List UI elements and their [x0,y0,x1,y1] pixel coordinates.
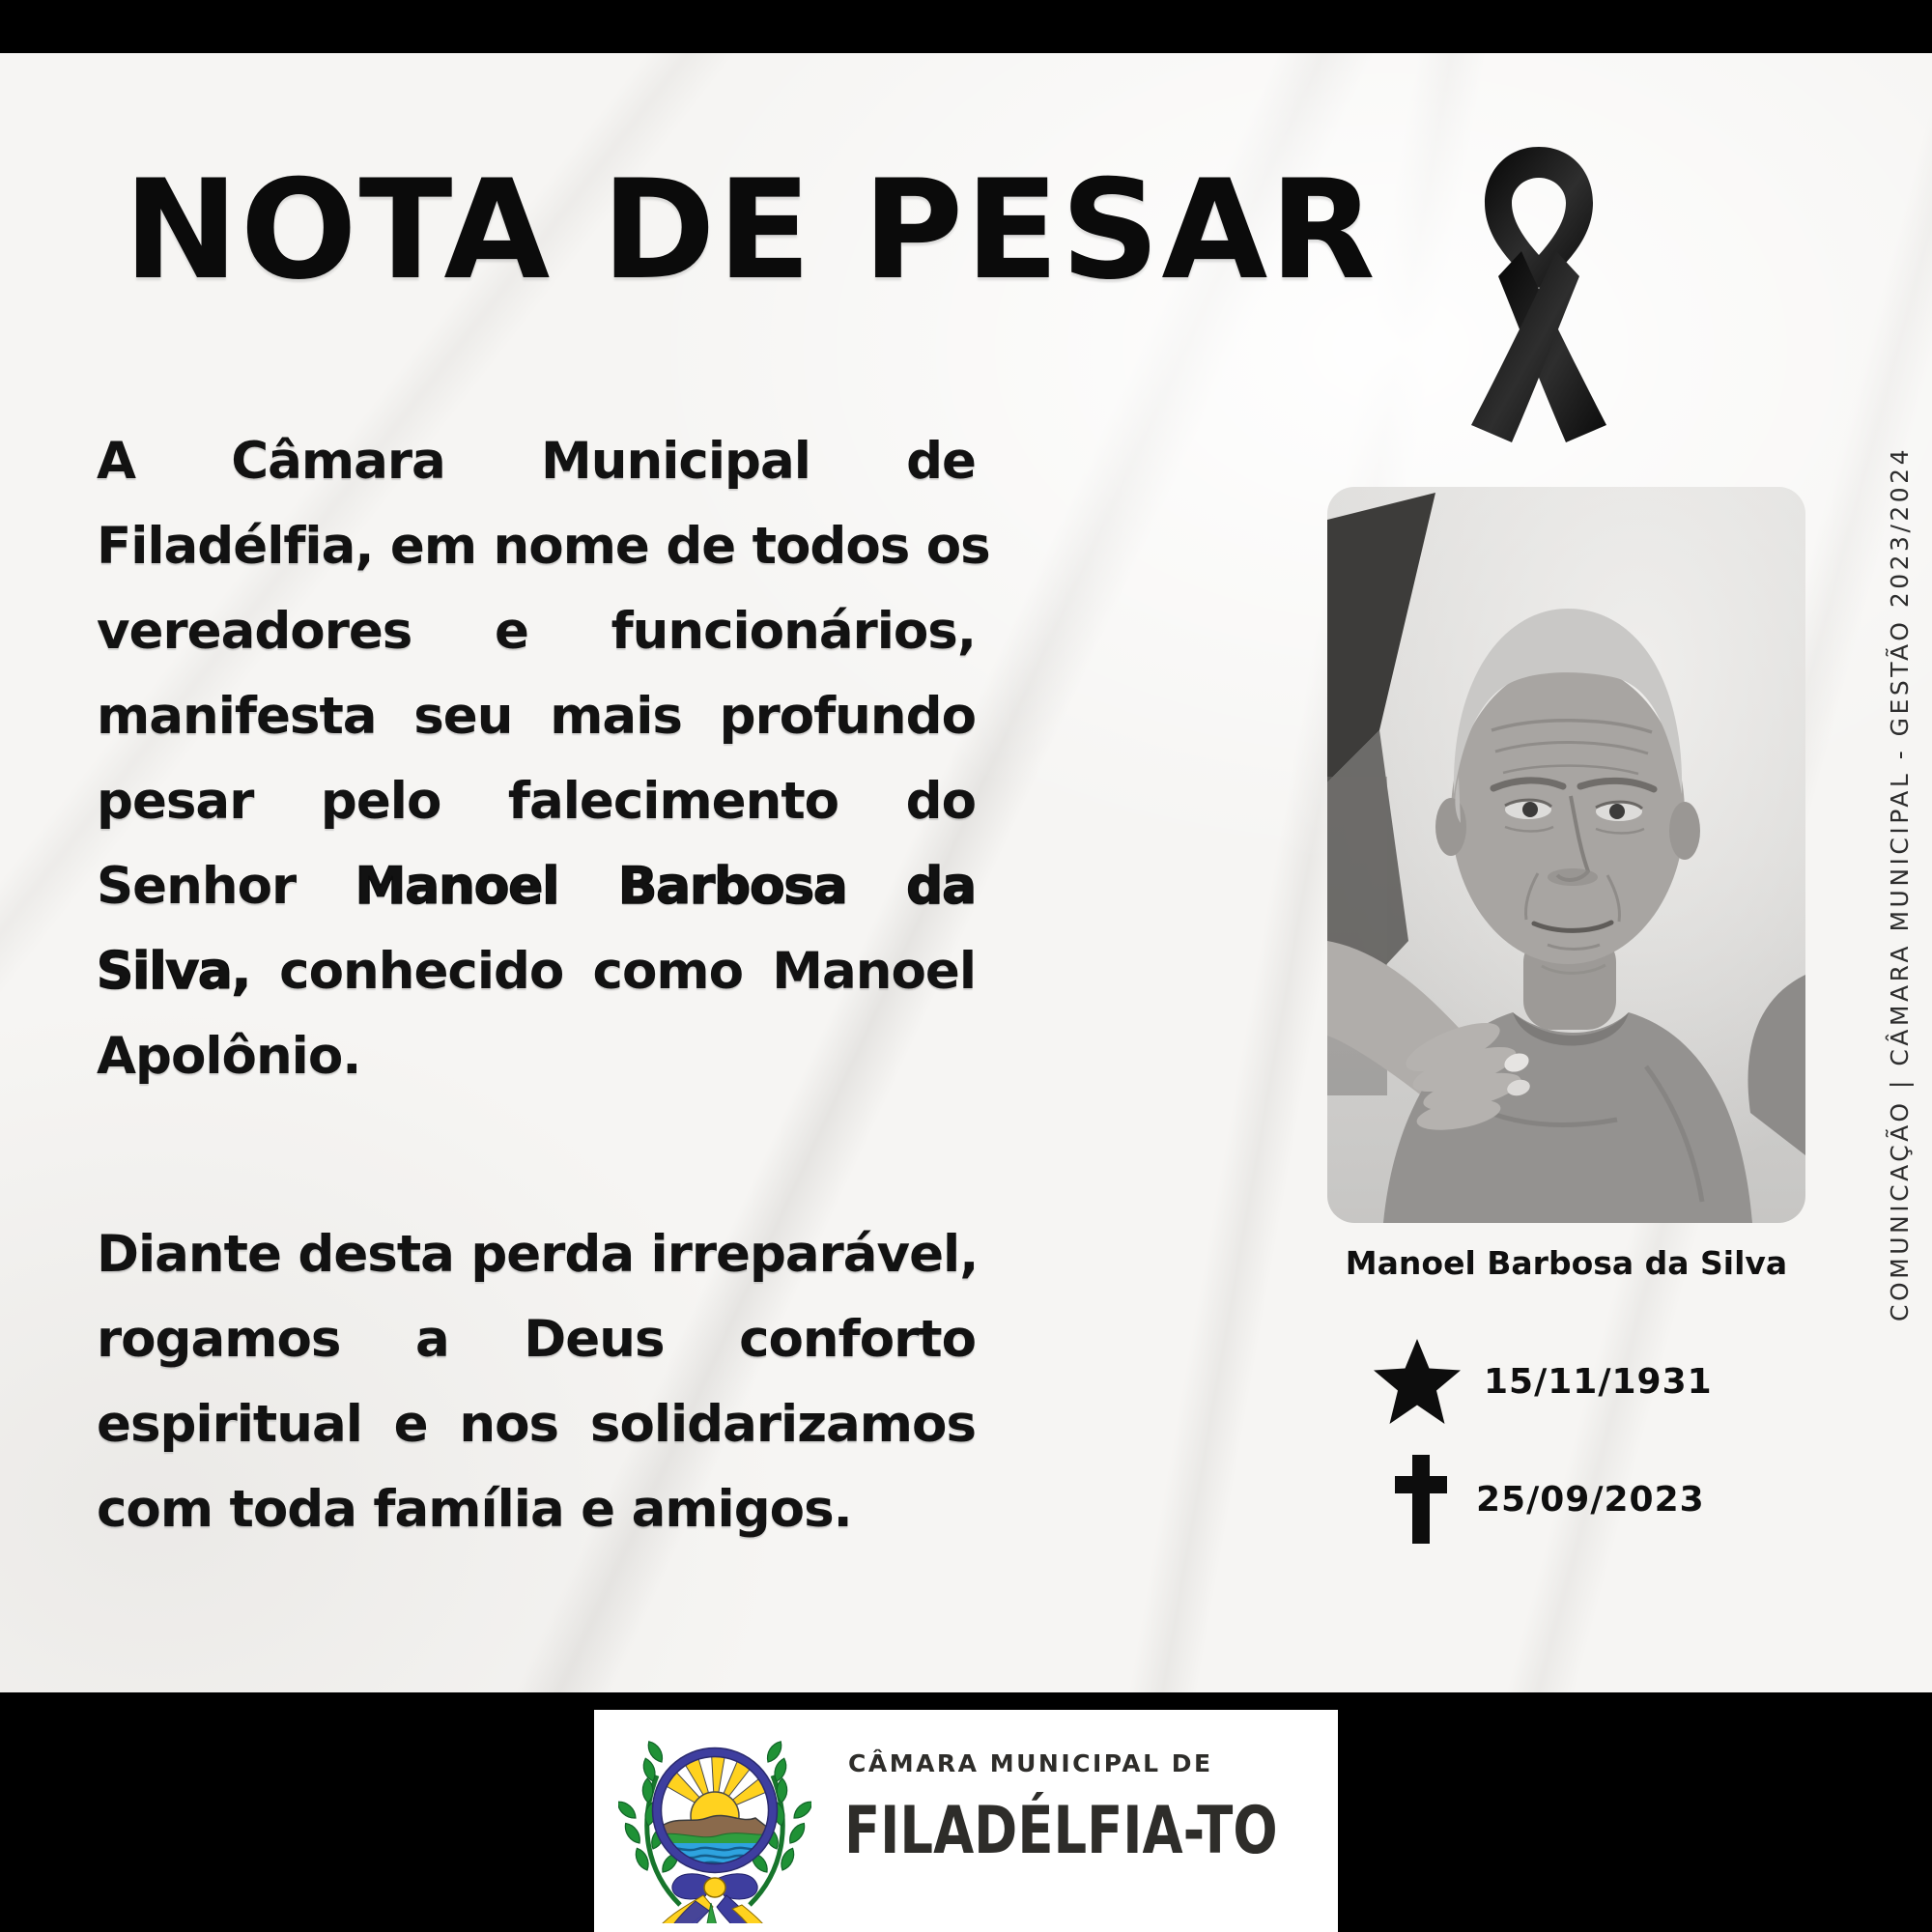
top-black-bar [0,0,1932,53]
star-icon [1374,1337,1461,1426]
page-title: NOTA DE PESAR [124,151,1378,310]
body-line: Filadélfia, em nome de todos os [97,517,990,576]
portrait-photo [1327,487,1805,1223]
body-line: Apolônio. [97,1027,361,1086]
footer-org-name-line2: FILADÉLFIA-TO [844,1793,1278,1869]
condolence-paragraph-1 [97,419,990,1099]
death-date: 25/09/2023 [1476,1479,1705,1520]
body-text: conhecido como Manoel [249,942,976,1001]
death-date-row [1395,1455,1705,1544]
condolence-paragraph-2 [97,1212,979,1552]
mourning-ribbon-icon [1462,143,1616,442]
body-line: espiritual e nos solidarizamos [97,1395,976,1454]
vertical-side-caption [1880,425,1918,1343]
body-line [97,844,976,929]
footer-org-name-line1: CÂMARA MUNICIPAL DE [848,1749,1213,1777]
filadelfia-coat-of-arms-icon [618,1725,811,1923]
body-text: Senhor [97,857,355,916]
deceased-name-part: Silva, [97,942,250,1001]
birth-date-row [1374,1337,1713,1426]
body-line: rogamos a Deus conforto [97,1310,976,1369]
body-line: pesar pelo falecimento do [97,772,976,831]
body-line: com toda família e amigos. [97,1480,852,1539]
cross-icon [1395,1455,1447,1544]
body-line: vereadores e funcionários, [97,602,976,661]
birth-date: 15/11/1931 [1484,1361,1713,1402]
body-line: manifesta seu mais profundo [97,687,976,746]
vertical-side-caption-text: COMUNICAÇÃO | CÂMARA MUNICIPAL - GESTÃO 2023/2024 [1885,446,1914,1321]
body-line [97,929,976,1014]
body-line: Diante desta perda irreparável, [97,1225,979,1284]
body-line: A Câmara Municipal de [97,432,976,491]
deceased-name-part: Manoel Barbosa da [355,857,976,916]
photo-caption: Manoel Barbosa da Silva [1345,1244,1788,1282]
